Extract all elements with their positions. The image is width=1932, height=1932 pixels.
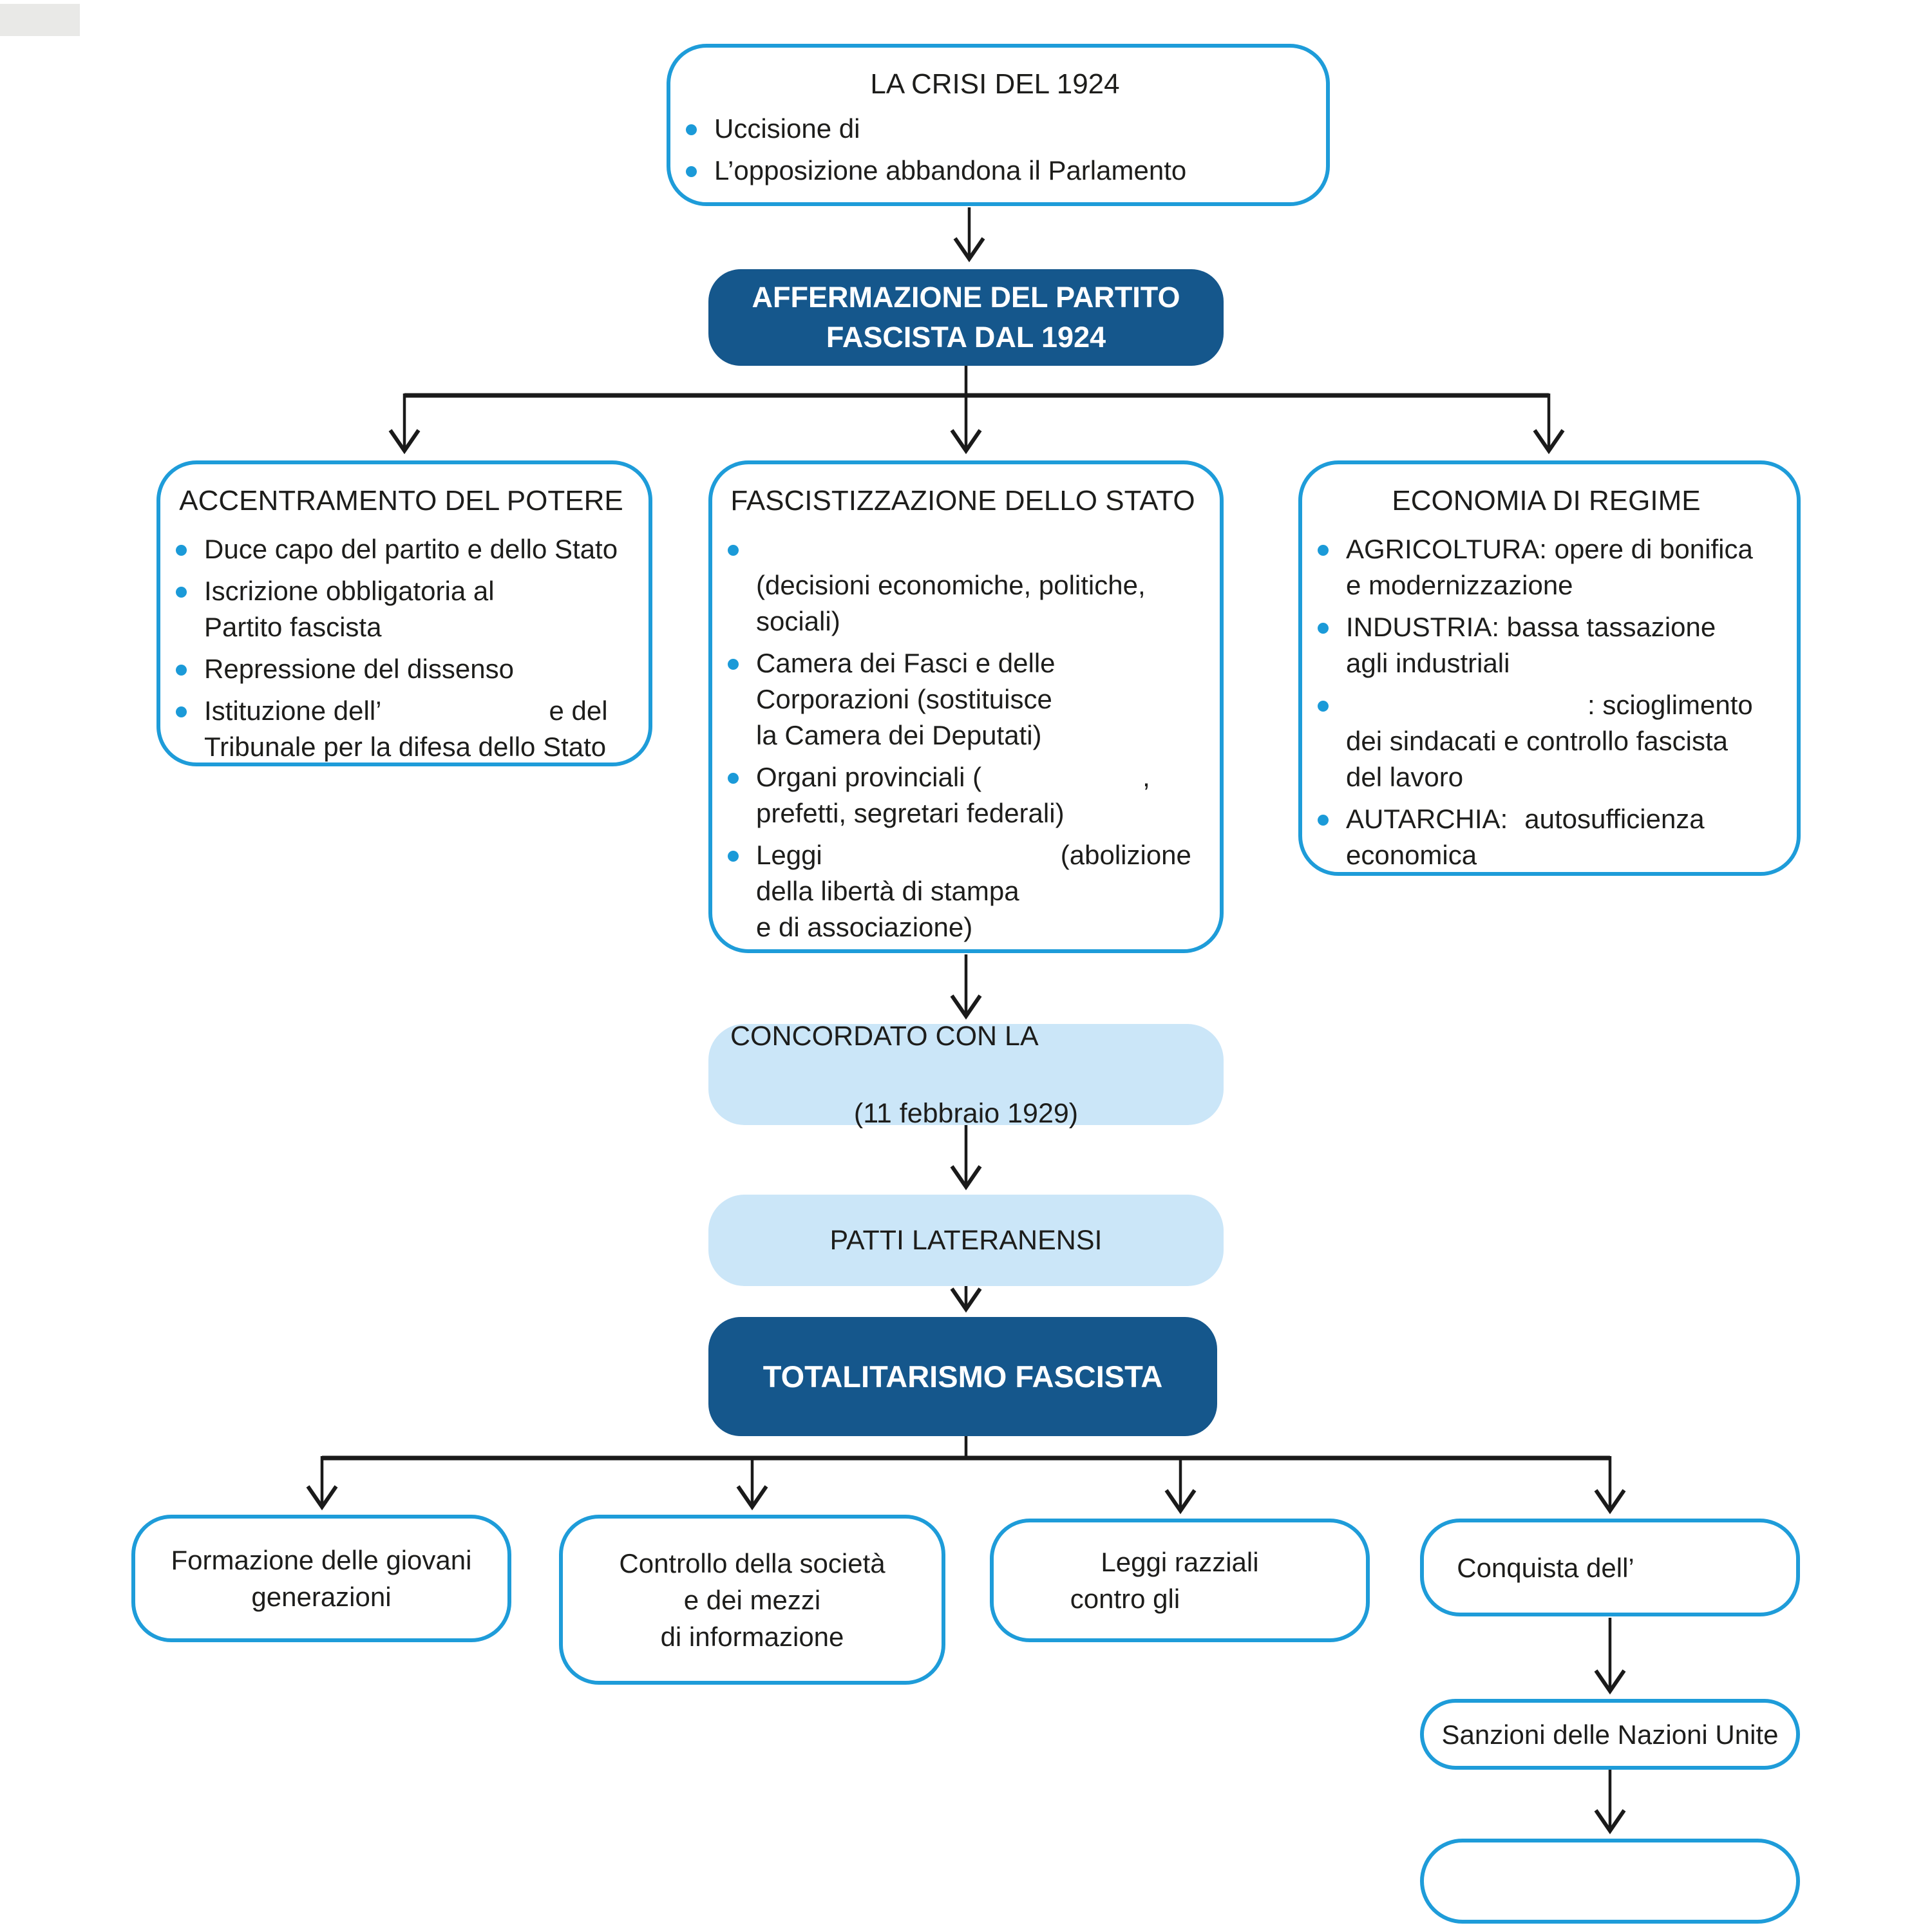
- fill-in-blank: [756, 552, 1117, 558]
- node-label-line2: (11 febbraio 1929): [853, 1097, 1079, 1129]
- node-label-line1: Leggi razziali: [1101, 1547, 1259, 1577]
- node-label-line2: contro gli: [1070, 1584, 1180, 1614]
- node-totalitarismo-fascista: [708, 1317, 1217, 1436]
- node-label-line1: AFFERMAZIONE DEL PARTITO: [752, 281, 1180, 314]
- node-leggi-razziali: [990, 1519, 1370, 1642]
- list-item: [1318, 531, 1775, 603]
- node-label-line2: FASCISTA DAL 1924: [826, 321, 1106, 354]
- bullet-dot: [686, 124, 697, 135]
- fill-in-blank: [822, 858, 1061, 864]
- bullet-dot: [728, 851, 739, 862]
- bullet-text: dei sindacati e controllo fascista: [1346, 726, 1728, 756]
- bullet-text: Camera dei Fasci e delle: [756, 648, 1056, 678]
- node-fascistizzazione-stato: [708, 460, 1224, 953]
- bullet-text: Organi provinciali (: [756, 762, 982, 792]
- bullet-dot: [1318, 545, 1329, 556]
- node-title: FASCISTIZZAZIONE DELLO STATO: [730, 485, 1195, 516]
- node-label: TOTALITARISMO FASCISTA: [762, 1359, 1163, 1394]
- list-item: [728, 759, 1198, 831]
- bullet-text: INDUSTRIA: bassa tassazione: [1346, 612, 1716, 642]
- bullet-dot: [176, 706, 187, 717]
- node-label-line1: CONCORDATO CON LA: [730, 1020, 1039, 1052]
- bullet-text: e modernizzazione: [1346, 570, 1573, 600]
- bullet-text: Tribunale per la difesa dello Stato: [204, 732, 607, 762]
- fill-in-blank: [1180, 1602, 1289, 1608]
- node-esito-finale-blank: [1420, 1839, 1800, 1924]
- bullet-dot: [176, 545, 187, 556]
- bullet-text: (abolizione: [1060, 840, 1191, 870]
- list-item: [1318, 609, 1775, 681]
- bullet-dot: [1318, 815, 1329, 826]
- list-item: [728, 645, 1198, 753]
- bullet-text: del lavoro: [1346, 762, 1464, 792]
- bullet-text: Duce capo del partito e dello Stato: [204, 534, 618, 564]
- bullet-dot: [728, 659, 739, 670]
- bullet-text: agli industriali: [1346, 648, 1510, 678]
- bullet-text: : scioglimento: [1587, 690, 1753, 720]
- node-title: ECONOMIA DI REGIME: [1392, 485, 1701, 516]
- list-item: [176, 651, 627, 687]
- node-label: Conquista dell’: [1457, 1552, 1634, 1583]
- node-label-line1: Controllo della società: [619, 1548, 886, 1578]
- node-economia-regime: [1298, 460, 1801, 876]
- bullet-dot: [728, 545, 739, 556]
- bullet-text: Iscrizione obbligatoria al: [204, 576, 495, 606]
- list-item: [728, 837, 1198, 945]
- bullet-text: Leggi: [756, 840, 822, 870]
- node-conquista: [1420, 1519, 1800, 1616]
- node-label-line1: Formazione delle giovani: [171, 1545, 472, 1575]
- bullet-text: AUTARCHIA:: [1346, 804, 1508, 834]
- bullet-text: ,: [1142, 762, 1150, 792]
- bullet-text: AGRICOLTURA: opere di bonifica: [1346, 534, 1753, 564]
- list-item: [686, 111, 1304, 147]
- fill-in-blank: [1634, 1571, 1763, 1577]
- list-item: [176, 573, 627, 645]
- bullet-dot: [176, 665, 187, 676]
- bullet-text: e del: [549, 696, 608, 726]
- bullet-text: (decisioni economiche, politiche,: [756, 570, 1146, 600]
- list-item: [176, 531, 627, 567]
- bullet-text: la Camera dei Deputati): [756, 720, 1042, 750]
- node-affermazione-partito: [708, 269, 1224, 366]
- bullet-text: sociali): [756, 606, 840, 636]
- bullet-text: L’opposizione abbandona il Parlamento: [714, 155, 1187, 185]
- bullet-text: Partito fascista: [204, 612, 382, 642]
- bullet-text: prefetti, segretari federali): [756, 798, 1065, 828]
- node-crisi-1924: [667, 44, 1330, 206]
- bullet-dot: [176, 587, 187, 598]
- bullet-text: e di associazione): [756, 912, 973, 942]
- bullet-text: Repressione del dissenso: [204, 654, 514, 684]
- bullet-text: Uccisione di: [714, 113, 860, 144]
- node-concordato: [708, 1020, 1224, 1129]
- node-patti-lateranensi: [708, 1195, 1224, 1286]
- bullet-text: Corporazioni (sostituisce: [756, 684, 1052, 714]
- list-item: [728, 531, 1198, 639]
- node-title: ACCENTRAMENTO DEL POTERE: [179, 485, 623, 516]
- node-title: LA CRISI DEL 1924: [870, 68, 1120, 100]
- node-sanzioni-nazioni-unite: [1420, 1699, 1800, 1770]
- fill-in-blank: [981, 780, 1142, 786]
- fill-in-blank: [381, 714, 549, 720]
- node-label-line2: generazioni: [251, 1582, 392, 1612]
- bullet-dot: [728, 773, 739, 784]
- bullet-text: Istituzione dell’: [204, 696, 382, 726]
- fill-in-blank: [1508, 822, 1524, 828]
- fill-in-blank: [860, 131, 1130, 138]
- bullet-dot: [686, 166, 697, 177]
- fill-in-blank: [730, 1077, 923, 1084]
- bullet-text: autosufficienza: [1524, 804, 1705, 834]
- fill-in-blank: [1346, 708, 1587, 714]
- node-label: PATTI LATERANENSI: [829, 1225, 1103, 1256]
- page-scan-artifact: [0, 4, 80, 36]
- node-controllo-societa: [559, 1515, 945, 1685]
- bullet-dot: [1318, 701, 1329, 712]
- list-item: [176, 693, 627, 765]
- node-label: Sanzioni delle Nazioni Unite: [1441, 1719, 1779, 1750]
- bullet-text: economica: [1346, 840, 1477, 870]
- list-item: [1318, 801, 1775, 873]
- node-label-line3: di informazione: [660, 1621, 844, 1652]
- bullet-dot: [1318, 623, 1329, 634]
- node-accentramento-potere: [156, 460, 652, 766]
- list-item: [1318, 687, 1775, 795]
- node-formazione-giovani: [131, 1515, 511, 1642]
- bullet-text: della libertà di stampa: [756, 876, 1019, 906]
- list-item: [686, 153, 1304, 189]
- node-label-line2: e dei mezzi: [683, 1584, 821, 1615]
